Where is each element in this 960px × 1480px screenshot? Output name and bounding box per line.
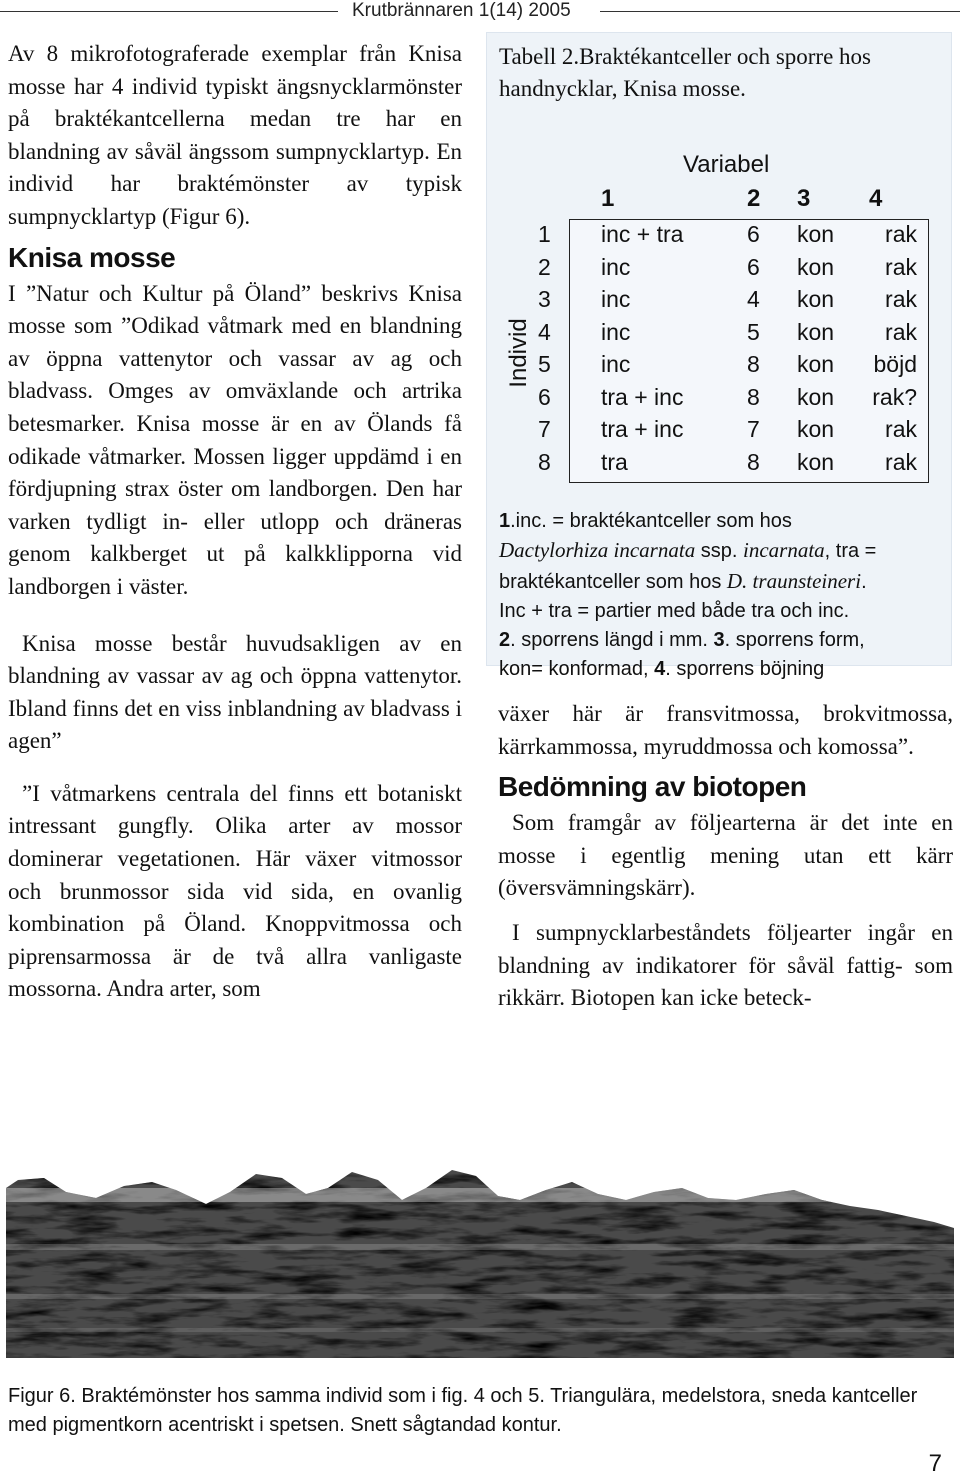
figure-caption: Figur 6. Braktémönster hos samma individ som i fig. 4 och 5. Triangulära, medelstora, sneda kantceller med pigmentkorn acentriskt i spetsen. Snett sågtandad kontur. — [8, 1385, 918, 1436]
table-cell: inc — [601, 318, 631, 345]
table-cell: 5 — [538, 351, 551, 377]
column-header: 1 — [601, 185, 615, 212]
table-row — [487, 317, 953, 350]
note-text: . — [861, 570, 867, 593]
note-line — [499, 567, 949, 597]
note-text: braktékantceller som hos — [499, 570, 727, 593]
table-cell: kon — [797, 351, 835, 377]
table-cell: tra + inc — [601, 383, 684, 410]
table-cell: inc — [601, 253, 631, 280]
table-cell: kon — [797, 253, 835, 280]
table-cell: kon — [797, 448, 835, 475]
note-line — [499, 626, 949, 655]
assessment-paragraph: Som framgår av följearterna är det inte en mosse i egentlig mening utan ett kärr (översvämningskärr). — [498, 810, 953, 901]
table-cell: böjd — [873, 351, 917, 377]
right-column — [498, 698, 953, 1015]
table-cell: 7 — [538, 416, 551, 442]
table-row — [487, 414, 953, 447]
note-text: . sporrens böjning — [665, 658, 825, 681]
table-cell: 8 — [747, 383, 760, 410]
table-row — [487, 284, 953, 317]
table-cell: kon — [797, 318, 835, 345]
table-cell: inc — [601, 351, 631, 377]
running-header — [0, 0, 960, 24]
table-cell: 2 — [538, 253, 551, 280]
note-number: 1 — [499, 510, 511, 532]
species-name: D. traunsteineri — [726, 568, 862, 593]
journal-title: Krutbrännaren 1(14) 2005 — [352, 0, 571, 21]
table-cell: rak — [885, 221, 917, 247]
table-cell: rak — [885, 253, 917, 280]
section-heading-knisa-mosse: Knisa mosse — [8, 241, 176, 273]
table-cell: kon — [797, 383, 835, 410]
table-cell: 8 — [747, 351, 760, 377]
left-column — [8, 38, 462, 1006]
indicator-paragraph: I sumpnycklarbeståndets följearter ingår en blandning av indikatorer för såväl fattig- som rikkärr. Biotopen kan icke beteck- — [498, 919, 953, 1011]
intro-paragraph: Av 8 mikrofotograferade exemplar från Knisa mosse har 4 individ typiskt ängsnycklarmönster på braktékantcellerna medan tre har en blandning av såväl ängssom sumpnycklartyp. En individ har braktémönster av typisk sumpnycklartyp (Figur 6). — [8, 41, 462, 229]
note-text: , tra = — [824, 540, 877, 563]
table-cell: kon — [797, 221, 835, 247]
quote-paragraph: ”I våtmarkens centrala del finns ett botaniskt intressant gungfly. Olika arter av mossor dominerar vegetationen. Här växer vitmossor och brunmossor sida vid sida, en ovanlig kombination på Öland. Knoppvitmossa och piprensarmossa är de två allra vanligaste mossorna. Andra arter, som — [8, 780, 462, 1002]
note-line — [499, 536, 949, 566]
note-line — [499, 655, 949, 684]
table-row — [487, 252, 953, 285]
table-cell: rak — [885, 416, 917, 442]
table-row — [487, 382, 953, 415]
table-cell: 1 — [538, 221, 551, 247]
note-line — [499, 507, 949, 536]
table-notes — [499, 507, 949, 685]
table-cell: rak? — [872, 383, 917, 410]
note-text: Inc + tra = partier med både tra och inc. — [499, 599, 850, 622]
table-row — [487, 349, 953, 382]
table-cell: 4 — [538, 318, 551, 345]
table-cell: 6 — [747, 253, 760, 280]
note-text: ssp. — [695, 540, 743, 563]
table-cell: 3 — [538, 286, 551, 312]
bract-margin-image — [6, 1148, 954, 1358]
table-row — [487, 447, 953, 480]
table-cell: kon — [797, 286, 835, 312]
table-cell: 7 — [747, 416, 760, 442]
figure-6-micrograph — [6, 1148, 954, 1358]
header-rule-right — [600, 11, 960, 12]
table-cell: 4 — [747, 286, 760, 312]
table-cell: 5 — [747, 318, 760, 345]
table-cell: tra — [601, 448, 628, 475]
moss-species-paragraph: växer här är fransvitmossa, brokvitmossa, kärrkammossa, myruddmossa och komossa”. — [498, 701, 953, 759]
note-text: . sporrens form, — [724, 629, 865, 652]
table-cell: inc + tra — [601, 221, 684, 247]
table-caption: Tabell 2.Braktékantceller och sporre hos handnycklar, Knisa mosse. — [499, 44, 871, 101]
table-cell: rak — [885, 286, 917, 312]
species-name: Dactylorhiza incarnata — [499, 538, 696, 563]
table-cell: kon — [797, 416, 835, 442]
page-number: 7 — [928, 1450, 942, 1477]
individ-axis-label: Individ — [505, 318, 532, 388]
table-cell: 6 — [538, 383, 551, 410]
table-cell: 6 — [747, 221, 760, 247]
note-number: 3 — [713, 629, 725, 652]
note-text: kon= konformad, — [499, 658, 655, 681]
description-paragraph: I ”Natur och Kultur på Öland” beskrivs Knisa mosse som ”Odikad våtmark med en blandning av öppna vattenytor och vassar av ag och bladvass. Omges av omväxlande och artrika betesmarker. Knisa mosse är en av Ölands få odikade våtmarker. Mossen ligger uppdämd i en fördjupning strax öster om landborgen. Den har varken tydligt in- eller utlopp och dräneras genom kalkberget ut på kalkklipporna vid landborgen i väster. — [8, 280, 462, 599]
table-cell: 8 — [538, 448, 551, 475]
table-cell: 8 — [747, 448, 760, 475]
note-number: 4 — [654, 658, 666, 681]
note-text: . sporrens längd i mm. — [510, 629, 714, 652]
header-rule-left — [0, 11, 338, 12]
table-cell: rak — [885, 448, 917, 475]
note-text: .inc. = braktékantceller som hos — [510, 510, 792, 532]
table-cell: inc — [601, 286, 631, 312]
column-header: 3 — [797, 185, 811, 212]
column-header: 4 — [869, 185, 883, 212]
table-row — [487, 219, 953, 252]
note-line — [499, 597, 949, 626]
table-cell: tra + inc — [601, 416, 684, 442]
note-number: 2 — [499, 629, 511, 652]
variable-header: Variabel — [683, 151, 770, 178]
section-heading-bedomning: Bedömning av biotopen — [498, 771, 807, 803]
table-cell: rak — [885, 318, 917, 345]
composition-paragraph: Knisa mosse består huvudsakligen av en blandning av vassar av ag och öppna vattenytor. Ibland finns det en viss inblandning av bladvass i agen” — [8, 630, 462, 754]
table-2-box — [486, 32, 952, 681]
subspecies-name: incarnata — [743, 538, 825, 563]
column-header: 2 — [747, 185, 761, 212]
